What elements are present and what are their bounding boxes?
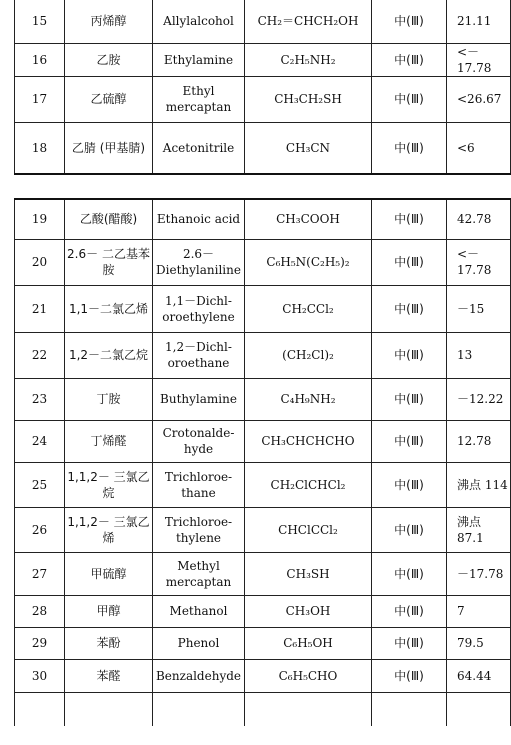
row-number-cell: 21: [15, 285, 65, 332]
table-row: [15, 332, 511, 378]
english-name-cell: Buthylamine: [153, 378, 245, 420]
chemical-formula-cell: CH₂CCl₂: [245, 285, 372, 332]
table-row: [15, 692, 511, 726]
english-name-cell: Methyl mercaptan: [153, 552, 245, 595]
table-row: [15, 552, 511, 595]
chinese-name-cell: 乙腈 (甲基腈): [65, 122, 153, 174]
row-number-cell: 17: [15, 76, 65, 122]
chemical-formula-cell: (CH₂Cl)₂: [245, 332, 372, 378]
chemical-table-part-1: [14, 0, 511, 175]
chemical-formula-cell: C₂H₅NH₂: [245, 43, 372, 76]
english-name-cell: Trichloroe- thane: [153, 462, 245, 507]
flash-point-cell: <6: [447, 122, 511, 174]
hazard-grade-cell: 中(Ⅲ): [372, 239, 447, 285]
table-row: [15, 0, 511, 43]
english-name-cell: 2.6－ Diethylaniline: [153, 239, 245, 285]
chinese-name-cell: 乙硫醇: [65, 76, 153, 122]
row-number-cell: 26: [15, 507, 65, 552]
hazard-grade-cell: 中(Ⅲ): [372, 627, 447, 659]
chemical-formula-cell: CH₃CHCHCHO: [245, 420, 372, 462]
table-row: [15, 285, 511, 332]
hazard-grade-cell: 中(Ⅲ): [372, 76, 447, 122]
english-name-cell: 1,2－Dichl- oroethane: [153, 332, 245, 378]
hazard-grade-cell: 中(Ⅲ): [372, 420, 447, 462]
row-number-cell: 28: [15, 595, 65, 627]
english-name-cell: Trichloroe- thylene: [153, 507, 245, 552]
row-number-cell: 22: [15, 332, 65, 378]
flash-point-cell: 13: [447, 332, 511, 378]
chemical-formula-cell: C₆H₅CHO: [245, 659, 372, 692]
english-name-cell: Phenol: [153, 627, 245, 659]
hazard-grade-cell: 中(Ⅲ): [372, 595, 447, 627]
flash-point-cell: <－17.78: [447, 43, 511, 76]
table-row: [15, 420, 511, 462]
chemical-formula-cell: CH₃CH₂SH: [245, 76, 372, 122]
flash-point-cell: －12.22: [447, 378, 511, 420]
flash-point-cell: －15: [447, 285, 511, 332]
hazard-grade-cell: [372, 692, 447, 726]
english-name-cell: Allylalcohol: [153, 0, 245, 43]
chinese-name-cell: 1,1,2－ 三氯乙烷: [65, 462, 153, 507]
hazard-grade-cell: 中(Ⅲ): [372, 332, 447, 378]
row-number-cell: 29: [15, 627, 65, 659]
chinese-name-cell: 1,1－二氯乙烯: [65, 285, 153, 332]
chinese-name-cell: 乙酸(醋酸): [65, 199, 153, 239]
row-number-cell: 18: [15, 122, 65, 174]
hazard-grade-cell: 中(Ⅲ): [372, 378, 447, 420]
row-number-cell: 24: [15, 420, 65, 462]
chemical-formula-cell: CH₃COOH: [245, 199, 372, 239]
flash-point-cell: [447, 692, 511, 726]
row-number-cell: 25: [15, 462, 65, 507]
hazard-grade-cell: 中(Ⅲ): [372, 43, 447, 76]
flash-point-cell: 21.11: [447, 0, 511, 43]
table-row: [15, 199, 511, 239]
table-row: [15, 43, 511, 76]
row-number-cell: 19: [15, 199, 65, 239]
chemical-formula-cell: C₆H₅OH: [245, 627, 372, 659]
row-number-cell: [15, 692, 65, 726]
hazard-grade-cell: 中(Ⅲ): [372, 552, 447, 595]
chinese-name-cell: 1,2－二氯乙烷: [65, 332, 153, 378]
row-number-cell: 16: [15, 43, 65, 76]
flash-point-cell: 沸点 114: [447, 462, 511, 507]
chinese-name-cell: [65, 692, 153, 726]
chemical-formula-cell: [245, 692, 372, 726]
chemical-table-part-2: [14, 198, 511, 726]
row-number-cell: 20: [15, 239, 65, 285]
chemical-formula-cell: C₆H₅N(C₂H₅)₂: [245, 239, 372, 285]
hazard-grade-cell: 中(Ⅲ): [372, 659, 447, 692]
flash-point-cell: <26.67: [447, 76, 511, 122]
flash-point-cell: 42.78: [447, 199, 511, 239]
chemical-formula-cell: C₄H₉NH₂: [245, 378, 372, 420]
chemical-formula-cell: CH₂＝CHCH₂OH: [245, 0, 372, 43]
chinese-name-cell: 甲醇: [65, 595, 153, 627]
chinese-name-cell: 甲硫醇: [65, 552, 153, 595]
row-number-cell: 30: [15, 659, 65, 692]
english-name-cell: Acetonitrile: [153, 122, 245, 174]
table-row: [15, 378, 511, 420]
table-row: [15, 462, 511, 507]
table-row: [15, 507, 511, 552]
english-name-cell: Ethyl mercaptan: [153, 76, 245, 122]
flash-point-cell: 7: [447, 595, 511, 627]
english-name-cell: Benzaldehyde: [153, 659, 245, 692]
chemical-formula-cell: CHClCCl₂: [245, 507, 372, 552]
chemical-formula-cell: CH₃CN: [245, 122, 372, 174]
chinese-name-cell: 丁胺: [65, 378, 153, 420]
row-number-cell: 23: [15, 378, 65, 420]
english-name-cell: [153, 692, 245, 726]
row-number-cell: 27: [15, 552, 65, 595]
chemical-formula-cell: CH₃OH: [245, 595, 372, 627]
chinese-name-cell: 乙胺: [65, 43, 153, 76]
hazard-grade-cell: 中(Ⅲ): [372, 507, 447, 552]
chinese-name-cell: 丙烯醇: [65, 0, 153, 43]
hazard-grade-cell: 中(Ⅲ): [372, 122, 447, 174]
flash-point-cell: 沸点 87.1: [447, 507, 511, 552]
table-row: [15, 239, 511, 285]
row-number-cell: 15: [15, 0, 65, 43]
hazard-grade-cell: 中(Ⅲ): [372, 0, 447, 43]
flash-point-cell: 79.5: [447, 627, 511, 659]
table-row: [15, 627, 511, 659]
english-name-cell: Ethanoic acid: [153, 199, 245, 239]
english-name-cell: 1,1－Dichl- oroethylene: [153, 285, 245, 332]
chinese-name-cell: 丁烯醛: [65, 420, 153, 462]
table-row: [15, 659, 511, 692]
table-row: [15, 595, 511, 627]
table-row: [15, 76, 511, 122]
hazard-grade-cell: 中(Ⅲ): [372, 199, 447, 239]
chinese-name-cell: 苯醛: [65, 659, 153, 692]
chinese-name-cell: 2.6－ 二乙基苯胺: [65, 239, 153, 285]
table-row: [15, 122, 511, 174]
english-name-cell: Ethylamine: [153, 43, 245, 76]
english-name-cell: Methanol: [153, 595, 245, 627]
chinese-name-cell: 1,1,2－ 三氯乙烯: [65, 507, 153, 552]
flash-point-cell: －17.78: [447, 552, 511, 595]
chemical-formula-cell: CH₃SH: [245, 552, 372, 595]
english-name-cell: Crotonalde- hyde: [153, 420, 245, 462]
flash-point-cell: 12.78: [447, 420, 511, 462]
hazard-grade-cell: 中(Ⅲ): [372, 285, 447, 332]
hazard-grade-cell: 中(Ⅲ): [372, 462, 447, 507]
chinese-name-cell: 苯酚: [65, 627, 153, 659]
flash-point-cell: 64.44: [447, 659, 511, 692]
flash-point-cell: <－17.78: [447, 239, 511, 285]
chemical-formula-cell: CH₂ClCHCl₂: [245, 462, 372, 507]
